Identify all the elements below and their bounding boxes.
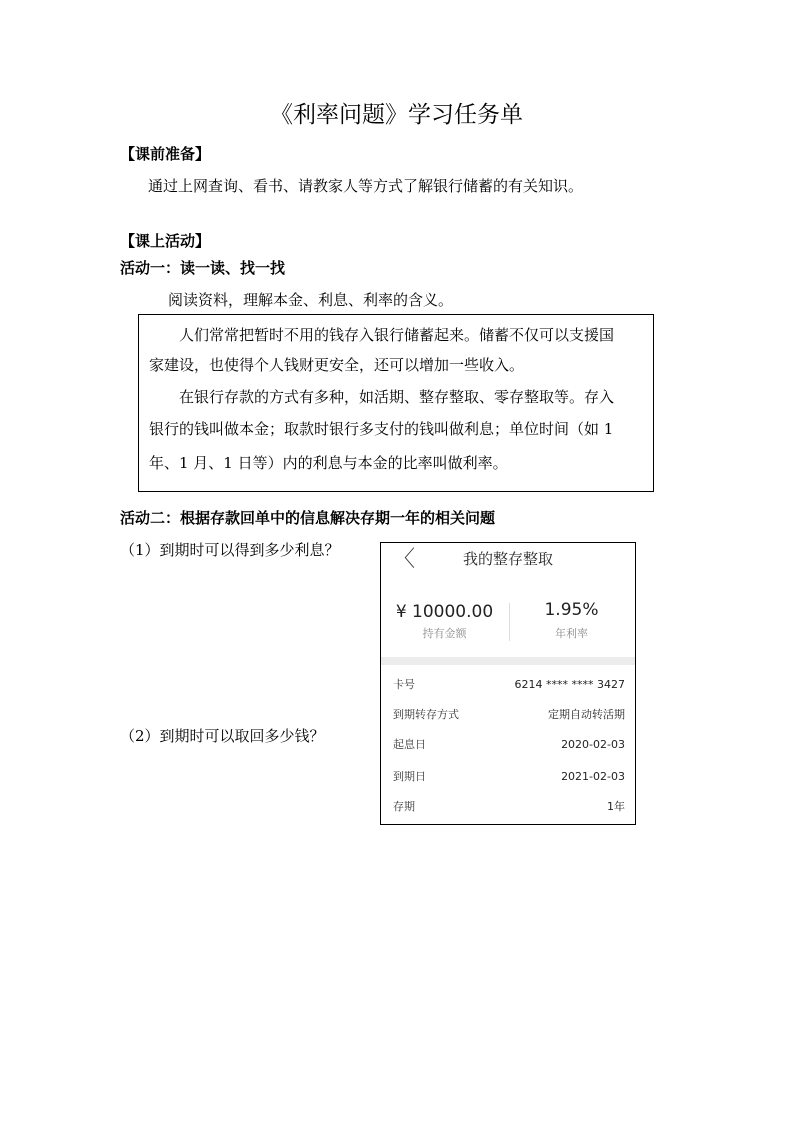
row-value: 定期自动转活期 <box>548 708 625 721</box>
activity1-heading: 活动一：读一读、找一找 <box>120 259 286 277</box>
reading-line: 银行的钱叫做本金；取款时银行多支付的钱叫做利息；单位时间（如 1 <box>149 420 614 438</box>
annual-rate: 1.95% <box>544 600 599 620</box>
receipt-header <box>381 543 635 579</box>
pre-class-heading: 【课前准备】 <box>120 145 211 163</box>
reading-line: 家建设，也使得个人钱财更安全，还可以增加一些收入。 <box>149 356 525 374</box>
page-title: 《利率问题》学习任务单 <box>270 102 523 128</box>
in-class-heading: 【课上活动】 <box>120 232 211 250</box>
question-1: （1）到期时可以得到多少利息？ <box>120 541 340 559</box>
activity2-heading: 活动二：根据存款回单中的信息解决存期一年的相关问题 <box>120 509 496 527</box>
reading-line: 年、1 月、1 日等）内的利息与本金的比率叫做利率。 <box>149 454 508 472</box>
info-row-maturity-date <box>381 767 635 787</box>
row-value: 1年 <box>607 800 625 813</box>
pre-class-text: 通过上网查询、看书、请教家人等方式了解银行储蓄的有关知识。 <box>148 177 584 195</box>
held-amount-label: 持有金额 <box>422 627 467 640</box>
row-key: 存期 <box>393 800 415 813</box>
row-key: 到期日 <box>393 770 426 783</box>
info-row-term <box>381 797 635 817</box>
chevron-left-icon[interactable]: 〈 <box>393 547 416 572</box>
annual-rate-label: 年利率 <box>555 627 588 640</box>
question-2: （2）到期时可以取回多少钱？ <box>120 727 325 745</box>
reading-line: 人们常常把暂时不用的钱存入银行储蓄起来。储蓄不仅可以支援国 <box>179 326 615 344</box>
reading-line: 在银行存款的方式有多种，如活期、整存整取、零存整取等。存入 <box>179 388 615 406</box>
info-row-start-date <box>381 735 635 755</box>
row-key: 起息日 <box>393 738 426 751</box>
row-value: 2020-02-03 <box>561 738 625 751</box>
info-row-renewal-mode <box>381 705 635 725</box>
section-separator <box>381 657 635 665</box>
row-key: 到期转存方式 <box>393 708 459 721</box>
receipt-title: 我的整存整取 <box>462 550 553 568</box>
row-key: 卡号 <box>393 678 415 691</box>
row-value: 6214 **** **** 3427 <box>514 678 625 691</box>
activity1-intro: 阅读资料，理解本金、利息、利率的含义。 <box>168 291 454 309</box>
row-value: 2021-02-03 <box>561 770 625 783</box>
reading-material-box <box>138 314 654 492</box>
held-amount: ¥ 10000.00 <box>395 602 494 622</box>
deposit-receipt-screenshot <box>380 542 636 825</box>
info-row-card-number <box>381 675 635 695</box>
